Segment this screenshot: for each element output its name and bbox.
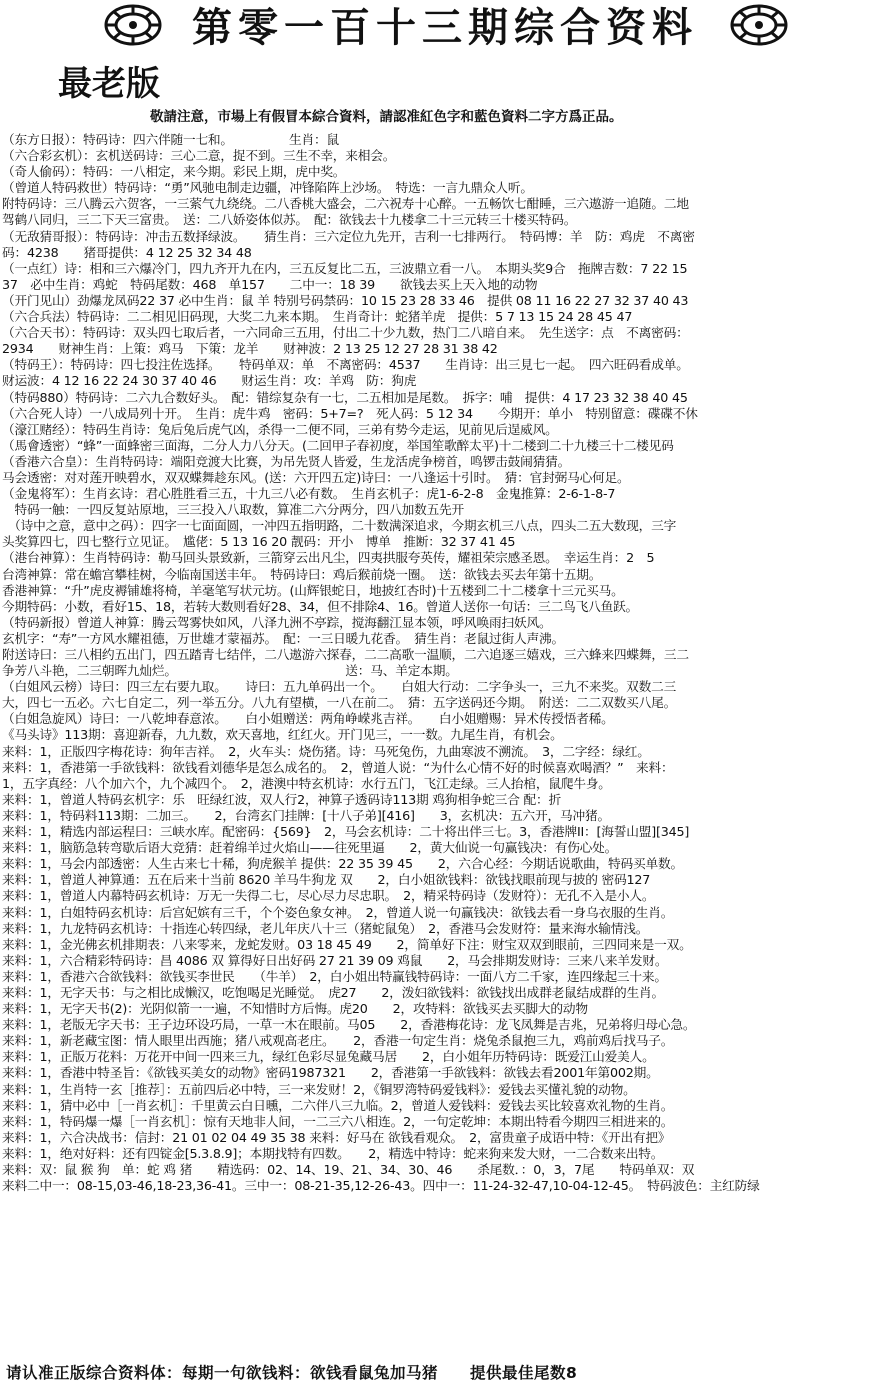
content-line: （白姐急旋风）诗曰：一八乾坤春意浓。 白小姐赠送：两角峥嵘兆吉祥。 白小姐赠赐：异术传授悟者稀。 <box>2 711 614 727</box>
content-line: 来料：1，特码爆一爆［一肖玄机］：惊有天地非人间，一二三六八相连。2，一句定乾坤：本期出特看今期四三相进来的。 <box>2 1113 674 1129</box>
content-line: （曾道人特码救世）特码诗：“勇”风驰电制走边疆，冲锋陷阵上沙场。 特选：一言九鼎众人听。 <box>2 180 533 196</box>
content-line: 来料：1，绝对好料：还有四锭金[5.3.8.9]；本期找特有四数。 2，精选中特诗：蛇来狗来发大财，一二合数来出特。 <box>2 1145 664 1161</box>
content-line: 财运波：4 12 16 22 24 30 37 40 46 财运生肖：攻：羊鸡 防：狗虎 <box>2 373 417 389</box>
footer-banner: 请认准正版综合资料体：每期一句欲钱料：欲钱看鼠兔加马猪 提供最佳尾数8 <box>6 1364 578 1382</box>
content-line: 来料：1，正版万花料：万花开中间一四来三九，绿红色彩尽显兔藏马居 2，白小姐年历特码诗：既爱江山爱美人。 <box>2 1049 655 1065</box>
content-line: 来料二中一：08-15,03-46,18-23,36-41。三中一：08-21-35,12-26-43。四中一：11-24-32-47,10-04-12-45。 特码波色：主红防绿 <box>2 1178 760 1194</box>
content-line: 驾鹤八同归，三二下天三富贵。 送：二八娇姿体似苏。 配：欲钱去十九楼拿二十三元转三十楼买特码。 <box>2 212 577 228</box>
content-line: 来料：1，曾道人神算通：五在后来十当前 8620 羊马牛狗龙 双 2，白小姐欲钱料：欲钱找眼前现与披的 密码127 <box>2 872 651 888</box>
content-line: 附特码诗：三八腾云六贺客，一三萦气九绕绕。二八香桃大盛会，二六祝寿十心醉。一五畅饮七酣睡，三六遨游一追随。二地 <box>2 196 689 212</box>
page-title: 第零一百十三期综合资料 <box>192 4 698 51</box>
content-line: （特码880）特码诗：二六九合数好头。 配：错综复杂有一七，二五相加是尾数。 拆字：哺 提供：4 17 23 32 38 40 45 <box>2 389 688 405</box>
content-line: 2934 财神生肖：上策：鸡马 下策：龙羊 财神波：2 13 25 12 27 28 31 38 42 <box>2 341 498 357</box>
content-line: （六合天书）：特码诗：双头四七取后者，一六同命三五用，付出二十少九数，热门二八暗自来。 先生送字：点 不离密码： <box>2 325 689 341</box>
content-line: （无敌猜哥报）：特码诗：冲击五数择绿波。 猜生肖：三六定位九先开，吉利一七排两行。 特码博：羊 防：鸡虎 不离密 <box>2 228 695 244</box>
content-line: 来料：1，香港中特圣旨：《欲钱买美女的动物》密码1987321 2，香港第一手欲钱料：欲钱去看2001年第002期。 <box>2 1065 659 1081</box>
authenticity-notice: 敬請注意，市場上有假冒本綜合資料，請認准紅色字和藍色資料二字方爲正品。 <box>150 109 623 125</box>
content-line: （开门见山）劲爆龙凤码22 37 必中生肖：鼠 羊 特别号码禁码：10 15 23 28 33 46 提供 08 11 16 22 27 32 37 40 43 <box>2 292 689 308</box>
content-line: 1，五字真经：八个加六个，九个减四个。 2，港澳中特玄机诗：水行五门，飞江走绿。三人抬棺，鼠爬牛身。 <box>2 775 611 791</box>
content-line: 来料：1，香港六合欲钱料：欲钱买李世民 （牛羊） 2，白小姐出特赢钱特码诗：一面八方二千家，连四缘起三十来。 <box>2 968 667 984</box>
content-line: 《马头诗》113期：喜迎新春，九九数，欢天喜地，红红火。开门见三，一一数。九尾生肖，有机会。 <box>2 727 563 743</box>
content-line: 争芳八斗艳，二三朝晖九灿烂。 送：马、羊定本期。 <box>2 663 458 679</box>
content-line: （特码新报）曾道人神算：腾云驾雾快如风，八泽九洲不亭踪，搅海翻江显本领，呼风唤雨扫妖风。 <box>2 614 552 630</box>
content-line: （濠江赌经）：特码生肖诗：兔后兔后虎气凶，杀得一二便不同，三弟有势今走运，见前见后逞威风。 <box>2 421 558 437</box>
content-line: 大，四七一五必。六七自定二，列一举五分。八九有望横，一八在前二。 猜：五字送码还今期。 附送：二二双数买八尾。 <box>2 695 677 711</box>
content-line: （诗中之意，意中之码）：四字一七面面圆，一冲四五指明路，二十数满深追求，今期玄机三八点，四头二五大数现，三字 <box>2 518 677 534</box>
content-line: （白姐风云榜）诗曰：四三左右要九取。 诗曰：五九单码出一个。 白姐大行动：二字争头一，三九不来奖。双数二三 <box>2 679 677 695</box>
content-line: 37 必中生肖：鸡蛇 特码尾数：468 单157 二中一：18 39 欲钱去买上天入地的动物 <box>2 276 538 292</box>
content-line: （香港六合皇）：生肖特码诗：端阳竞渡大比赛，为吊先贤人皆爱，生龙活虎争榜首，鸣锣击鼓闹猜猜。 <box>2 453 571 469</box>
content-line: （六合彩玄机）：玄机送码诗：三心二意，捉不到。三生不幸，来相会。 <box>2 148 396 164</box>
content-line: （六合死人诗）一八成局列十开。 生肖：虎牛鸡 密码：5+7=? 死人码：5 12 34 今期开：单小 特别留意：碟碟不休 <box>2 405 698 421</box>
content-line: 来料：1，曾道人特码玄机字：乐 旺绿红波，双人行2，神算子透码诗113期 鸡狗相争蛇三合 配：折 <box>2 791 562 807</box>
content-line: 码：4238 猪哥提供：4 12 25 32 34 48 <box>2 244 252 260</box>
content-line: 来料：1，正版四字梅花诗：狗年吉祥。 2，火车头：烧伤猪。诗：马死兔伤，九曲寒波不溯流。 3，二字经：绿红。 <box>2 743 650 759</box>
content-line: 来料：1，老版无字天书：王子边环设巧局，一草一木在眼前。马05 2，香港梅花诗：龙飞凤舞是吉兆，兄弟将归母心急。 <box>2 1017 696 1033</box>
content-line: 今期特码：小数，看好15、18，若转大数则看好28、34，但不排除4、16。曾道人送你一句话：三二鸟飞八鱼跃。 <box>2 598 639 614</box>
content-line: 来料：1，马会内部透密：人生古来七十稀，狗虎猴羊 提供：22 35 39 45 2，六合心经：今期话说歌曲，特码买单数。 <box>2 856 683 872</box>
content-line: 来料：1，六合决战书：信封：21 01 02 04 49 35 38 来料：好马在 欲钱看观众。 2，富贵童子成语中特：《开出有把》 <box>2 1129 671 1145</box>
content-line: 来料：1，九龙特码玄机诗：十指连心转四绿，老儿年庆八十三（猪蛇鼠兔） 2，香港马会发财符：量来海水输情浅。 <box>2 920 649 936</box>
content-line: 来料：1，精选内部运程曰：三峡水库。配密码：{569} 2，马会玄机诗：二十将出伴三七。3，香港牌II：[海誓山盟][345] <box>2 824 690 840</box>
content-line: 来料：1，新老藏宝图：情人眼里出西施；猪八戒观高老庄。 2，香港一句定生肖：烧兔杀鼠抱三九，鸡前鸡后找马子。 <box>2 1033 674 1049</box>
page-header <box>0 0 890 128</box>
ornamental-rosette-icon <box>104 4 162 46</box>
content-line: 来料：1，无字天书：与之相比成懒汉，吃饱喝足光睡觉。 虎27 2，泼妇欲钱料：欲钱找出成群老鼠结成群的生肖。 <box>2 984 664 1000</box>
content-line: （东方日报）：特码诗：四六伴随一七和。 生肖：鼠 <box>2 132 339 147</box>
content-line: 来料：1，生肖特一玄［推荐］：五前四后必中特，三一来发财！2，《铜罗湾特码爱钱料》：爱钱去买懂礼貌的动物。 <box>2 1081 636 1097</box>
content-line: 特码一触：一四反复站原地，三三投入八取数，算准二六分两分，四八加数五先开 <box>2 502 465 518</box>
content-line: 来料：1，特码料113期：二加三。 2，台湾玄门挂牌：[十八子弟][416] 3，玄机决：五六开，马冲猪。 <box>2 807 610 823</box>
edition-label: 最老版 <box>58 64 160 104</box>
content-line: 马会透密：对对莲开映碧水，双双蝶舞趁东风。(送：六开四五定)诗曰：一八逢运十引时。 猜：官封弼马心何足。 <box>2 469 630 485</box>
content-body <box>2 132 888 1354</box>
content-line: （六合兵法）特码诗：二二相见旧码现，大奖二九来本期。 生肖奇计：蛇猪羊虎 提供：5 7 13 15 24 28 45 47 <box>2 309 633 325</box>
content-line: （港台神算）：生肖特码诗：勒马回头景致新，三箭穿云出凡尘，四夷拱服夸英传，耀祖荣宗感圣恩。 幸运生肖：2 5 <box>2 550 655 566</box>
content-line: 玄机字：“寿”一方风水耀祖德，万世雄才蒙福苏。 配：一三日暖九花香。 猜生肖：老鼠过街人声沸。 <box>2 630 564 646</box>
content-line: 来料：双：鼠 猴 狗 单：蛇 鸡 猪 精选码：02、14、19、21、34、30、46 杀尾数．：0，3，7尾 特码单双：双 <box>2 1162 695 1177</box>
content-line: （金鬼将军）：生肖玄诗：君心胜胜看三五，十九三八必有数。 生肖玄机子：虎1-6-2-8 金鬼推算：2-6-1-8-7 <box>2 486 616 502</box>
content-line: （馬會透密）“蜂”一面蜂密三面海，二分人力八分天。(二回甲子春初度，举国笙歌醉太平)十二楼到二十九楼三十二楼见码 <box>2 437 674 453</box>
content-line: 来料：1，曾道人内幕特码玄机诗：万无一失得二七，尽心尽力尽忠职。 2，精采特码诗（发财符）：无孔不入是小人。 <box>2 888 655 904</box>
content-line: 来料：1，金光佛玄机排期表：八来零来，龙蛇发财。03 18 45 49 2，简单好下注：财宝双双到眼前，三四同来是一双。 <box>2 936 692 952</box>
content-line: 香港神算：“升”虎皮褥铺雄将椅，羊毫笔写状元坊。(山辉银蛇日，地披红杏时)十五楼到二十二楼拿十三元买马。 <box>2 582 624 598</box>
ornamental-rosette-icon <box>730 4 788 46</box>
content-line: 来料：1，白姐特码玄机诗：后宫妃嫔有三千，个个姿色象女神。 2，曾道人说一句赢钱决：欲钱去看一身乌衣服的生肖。 <box>2 904 674 920</box>
content-line: 来料：1，猜中必中［一肖玄机］：千里黄云白日曛，二六伴八三九临。2，曾道人爱钱料：爱钱去买比较喜欢礼物的生肖。 <box>2 1097 674 1113</box>
content-line: 来料：1，脑筋急转弯歇后语大竞猜：赶着绵羊过火焰山——往死里逼 2，黄大仙说一句赢钱决：有伤心处。 <box>2 840 618 856</box>
content-line: （奇人偷码）：特码：一八相定，来今期。彩民上期，虎中奖。 <box>2 164 346 180</box>
content-line: 台湾神算：常在蟾宫攀桂树，今临南国送丰年。 特码诗曰：鸡后猴前烧一圈。 送：欲钱去买去年第十五期。 <box>2 566 602 582</box>
content-line: 来料：1，六合精彩特码诗：昌 4086 双 算得好日出好码 27 21 39 09 鸡鼠 2，马会排期发财诗：三来八来羊发财。 <box>2 952 668 968</box>
content-line: 附送诗曰：三八相约五出门，四五踏青七结伴，二八遨游六探春，二二高歌一温顺，二六追逐三嬉戏，三六蜂来四蝶舞，三二 <box>2 647 689 662</box>
content-line: （特码王）：特码诗：四七投注佐选择。 特码单双：单 不离密码：4537 生肖诗：出三見七一起。 四六旺码看成单。 <box>2 357 689 373</box>
content-line: （一点红）诗：相和三六爆冷门，四九齐开九在内，三五反复比二五，三波鼎立看一八。 本期头奖9合 拖牌吉数：7 22 15 <box>2 260 688 276</box>
content-line: 来料：1，香港第一手欲钱料：欲钱看刘德华是怎么成名的。 2，曾道人说：“为什么心情不好的时候喜欢喝酒？” 来料： <box>2 759 674 775</box>
content-line: 来料：1，无字天书(2)：光阴似箭一一遍，不知惜时方后悔。虎20 2，攻特料：欲钱买去买脚大的动物 <box>2 1001 588 1017</box>
content-line: 头奖算四七，四七整行立见证。 尴佬：5 13 16 20 靓码：开小 博单 推断：32 37 41 45 <box>2 534 516 550</box>
